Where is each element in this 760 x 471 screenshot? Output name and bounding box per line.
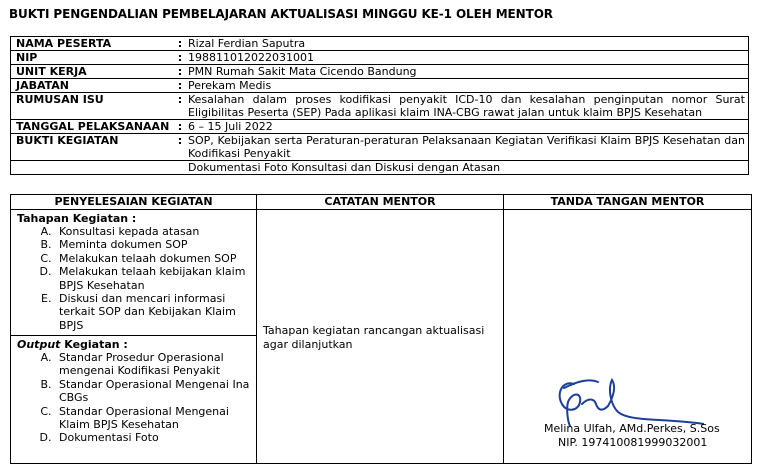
mentor-control-table: [10, 194, 752, 464]
info-row-bukti: [11, 134, 749, 161]
separator: :: [175, 120, 185, 134]
catatan-text: Tahapan kegiatan rancangan aktualisasi agar dilanjutkan: [263, 324, 485, 351]
info-row-isu: [11, 93, 749, 120]
separator: :: [175, 134, 185, 161]
info-row-nip: [11, 51, 749, 65]
nama-label: NAMA PESERTA: [11, 37, 176, 51]
participant-info-table: [10, 36, 749, 175]
header-tanda-tangan: TANDA TANGAN MENTOR: [504, 195, 752, 210]
bukti-value-2: Dokumentasi Foto Konsultasi dan Diskusi dengan Atasan: [185, 161, 749, 175]
mentor-nip: NIP. 197410081999032001: [558, 436, 708, 449]
nip-value: 198811012022031001: [185, 51, 749, 65]
empty-separator: [175, 161, 185, 175]
tahapan-list: [17, 225, 250, 332]
info-row-bukti-2: [11, 161, 749, 175]
unit-label: UNIT KERJA: [11, 65, 176, 79]
separator: :: [175, 65, 185, 79]
output-heading-rest: Kegiatan :: [60, 338, 128, 351]
jabatan-value: Perekam Medis: [185, 79, 749, 93]
output-item: A. Standar Prosedur Operasional mengenai Kodifikasi Penyakit: [55, 351, 250, 378]
separator: :: [175, 37, 185, 51]
output-item: C. Standar Operasional Mengenai Klaim BPJS Kesehatan: [55, 405, 250, 432]
output-item: B. Standar Operasional Mengenai Ina CBGs: [55, 378, 250, 405]
output-heading: [17, 338, 250, 351]
catatan-cell: [257, 210, 504, 464]
jabatan-label: JABATAN: [11, 79, 176, 93]
info-row-tanggal: [11, 120, 749, 134]
tanggal-label: TANGGAL PELAKSANAAN: [11, 120, 176, 134]
output-list: [17, 351, 250, 445]
bukti-value-1: SOP, Kebijakan serta Peraturan-peraturan Pelaksanaan Kegiatan Verifikasi Klaim BPJS Kesehatan dan Kodifikasi Penyakit: [185, 134, 749, 161]
document-title: BUKTI PENGENDALIAN PEMBELAJARAN AKTUALISASI MINGGU KE-1 OLEH MENTOR: [9, 7, 553, 21]
nama-value: Rizal Ferdian Saputra: [185, 37, 749, 51]
tahapan-item: A. Konsultasi kepada atasan: [55, 225, 250, 238]
separator: :: [175, 51, 185, 65]
isu-value: Kesalahan dalam proses kodifikasi penyakit ICD-10 dan kesalahan penginputan nomor Surat Eligibilitas Peserta (SEP) Pada aplikasi klaim INA-CBG rawat jalan untuk klaim BPJS Kesehatan: [185, 93, 749, 120]
tahapan-item: E. Diskusi dan mencari informasi terkait SOP dan Kebijakan Klaim BPJS: [55, 292, 250, 332]
header-catatan: CATATAN MENTOR: [257, 195, 504, 210]
info-row-jabatan: [11, 79, 749, 93]
tahapan-item: D. Melakukan telaah kebijakan klaim BPJS Kesehatan: [55, 265, 250, 292]
mentor-name: Melina Ulfah, AMd.Perkes, S.Sos: [544, 422, 720, 435]
separator: :: [175, 93, 185, 120]
header-penyelesaian: PENYELESAIAN KEGIATAN: [11, 195, 257, 210]
signature-wrapper: [504, 210, 751, 463]
info-row-nama: [11, 37, 749, 51]
separator: :: [175, 79, 185, 93]
output-section: [11, 335, 256, 447]
nip-label: NIP: [11, 51, 176, 65]
penyelesaian-cell: [11, 210, 257, 464]
info-row-unit: [11, 65, 749, 79]
signature-image: [554, 374, 704, 428]
empty-label: [11, 161, 176, 175]
catatan-wrapper: [257, 210, 503, 463]
tahapan-item: B. Meminta dokumen SOP: [55, 238, 250, 251]
output-heading-italic: Output: [17, 338, 61, 351]
isu-label: RUMUSAN ISU: [11, 93, 176, 120]
tahapan-section: [11, 210, 256, 335]
bukti-label: BUKTI KEGIATAN: [11, 134, 176, 161]
tanda-tangan-cell: [504, 210, 752, 464]
tanggal-value: 6 – 15 Juli 2022: [185, 120, 749, 134]
output-item: D. Dokumentasi Foto: [55, 431, 250, 444]
tahapan-heading: Tahapan Kegiatan :: [17, 212, 137, 225]
content-row: [11, 210, 752, 464]
unit-value: PMN Rumah Sakit Mata Cicendo Bandung: [185, 65, 749, 79]
header-row: [11, 195, 752, 210]
tahapan-item: C. Melakukan telaah dokumen SOP: [55, 252, 250, 265]
